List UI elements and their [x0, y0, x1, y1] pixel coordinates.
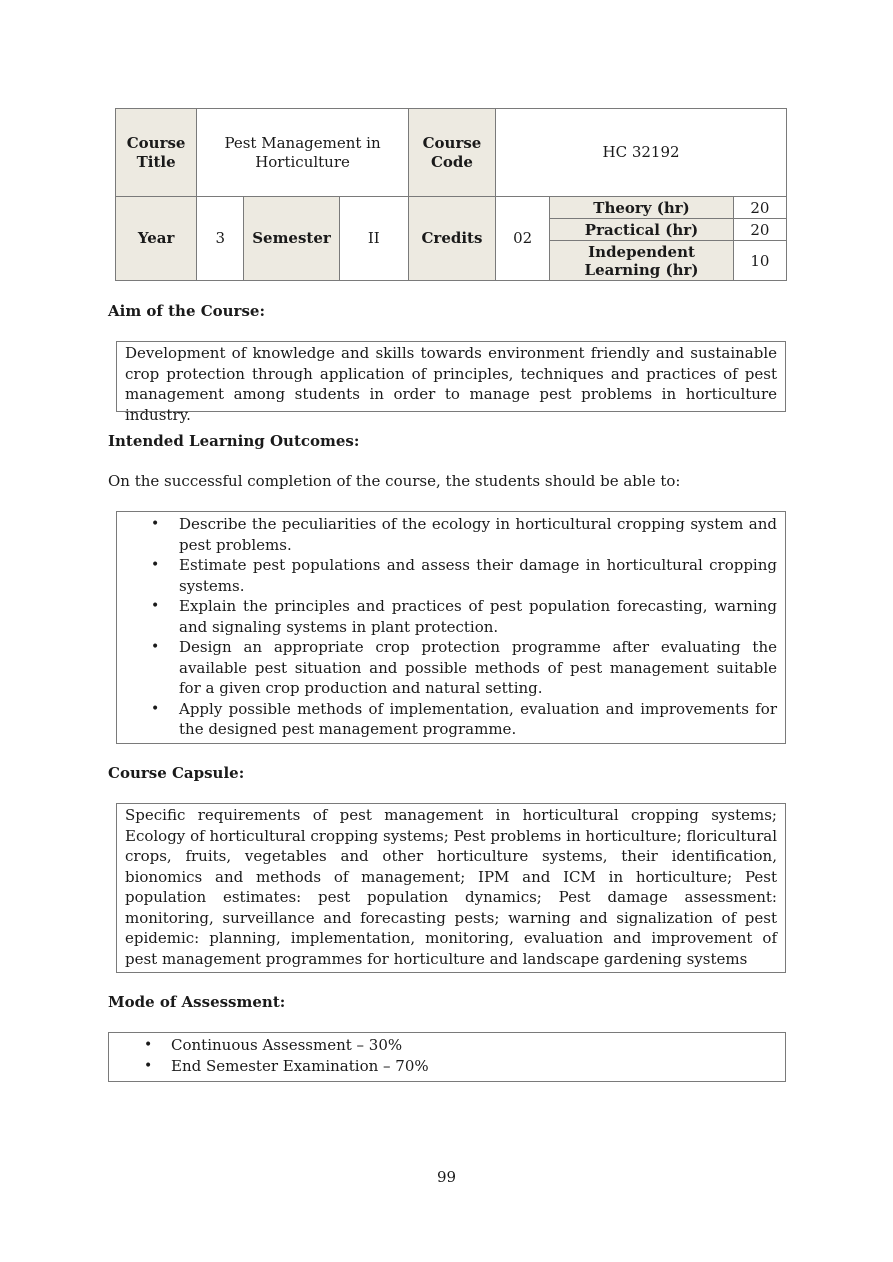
course-title-label: Course Title: [116, 109, 197, 197]
bullet-icon: •: [151, 598, 160, 614]
bullet-icon: •: [151, 700, 160, 717]
bullet-icon: •: [144, 1037, 153, 1053]
capsule-box: [116, 803, 786, 973]
aim-text: Development of knowledge and skills towards environment friendly and sustainable crop protection through application of principles, techniques and practices of pest management among students in order to manage pest problems in horticulture industry.: [125, 344, 777, 424]
ilo-item: • Apply possible methods of implementation, evaluation and improvements for the designed pest management programme.: [151, 699, 777, 738]
ilo-item: • Explain the principles and practices of pest population forecasting, warning and signaling systems in plant protection.: [151, 597, 777, 636]
ilo-box: [116, 511, 786, 744]
bullet-icon: •: [151, 516, 160, 532]
capsule-text: Specific requirements of pest management in horticultural cropping systems; Ecology of horticultural cropping systems; Pest problems in horticulture; floricultural crops, fruits, vegetables and other horticulture systems, their identification, bionomics and methods of management; IPM and ICM in horticulture; Pest population estimates: pest population dynamics; Pest damage assessment: monitoring, surveillance and forecasting pests; warning and signalization of pest epidemic: planning, implementation, monitoring, evaluation and improvement of pest management programmes for horticulture and landscape gardening systems: [125, 806, 777, 968]
aim-heading: Aim of the Course:: [108, 302, 265, 320]
practical-hours-value: 20: [733, 219, 786, 241]
ilo-item: • Design an appropriate crop protection programme after evaluating the available pest situation and possible methods of pest management suitable for a given crop production and natural setting.: [151, 638, 777, 697]
credits-label: Credits: [408, 197, 495, 281]
ilo-item: • Describe the peculiarities of the ecology in horticultural cropping system and pest problems.: [151, 515, 777, 554]
year-value: 3: [197, 197, 244, 281]
ilo-heading: Intended Learning Outcomes:: [108, 432, 360, 450]
course-info-table: [115, 108, 787, 281]
assessment-item: • Continuous Assessment – 30%: [144, 1036, 403, 1054]
year-label: Year: [116, 197, 197, 281]
practical-hours-label: Practical (hr): [550, 219, 734, 241]
aim-box: [116, 341, 786, 424]
course-title-value: Pest Management in Horticulture: [197, 109, 409, 197]
assessment-box: [108, 1032, 786, 1082]
ilo-item: • Estimate pest populations and assess their damage in horticultural cropping systems.: [151, 556, 777, 595]
bullet-icon: •: [151, 557, 160, 573]
semester-value: II: [339, 197, 408, 281]
bullet-icon: •: [151, 639, 160, 655]
theory-hours-value: 20: [733, 197, 786, 219]
semester-label: Semester: [244, 197, 339, 281]
assessment-list: [144, 1035, 777, 1076]
credits-value: 02: [496, 197, 550, 281]
course-code-value: HC 32192: [496, 109, 787, 197]
assessment-heading: Mode of Assessment:: [108, 993, 286, 1011]
independent-learning-hours-label: Independent Learning (hr): [550, 241, 734, 281]
ilo-intro: On the successful completion of the course, the students should be able to:: [108, 472, 681, 490]
ilo-list: [151, 514, 777, 740]
bullet-icon: •: [144, 1057, 153, 1074]
page-number: 99: [436, 1168, 457, 1186]
course-code-label: Course Code: [408, 109, 495, 197]
theory-hours-label: Theory (hr): [550, 197, 734, 219]
independent-learning-hours-value: 10: [733, 241, 786, 281]
assessment-item: • End Semester Examination – 70%: [144, 1056, 429, 1075]
capsule-heading: Course Capsule:: [108, 764, 245, 782]
